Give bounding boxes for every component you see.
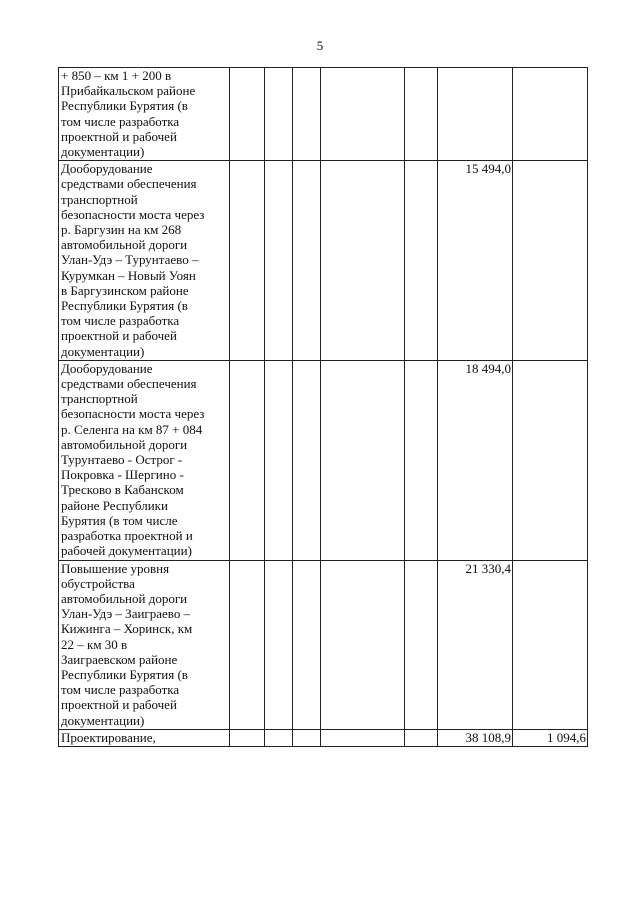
page-number: 5 [316,38,324,53]
row-description: Дооборудование средствами обеспечения транспортной безопасности моста через р. Селенга на км 87 + 084 автомобильной дороги Турунтаево - Острог - Покровка - Шергино - Тресково в Кабанском районе Республики Бурятия (в том числе разработка проектной и рабочей документации) [59,360,230,560]
table-cell [321,161,405,361]
table-cell [513,161,588,361]
table-row [59,68,588,161]
table-cell [321,729,405,746]
table-cell [513,68,588,161]
table-cell [265,68,293,161]
table-cell [265,560,293,729]
table-cell: 21 330,4 [438,560,513,729]
table-cell [265,161,293,361]
table-cell [265,729,293,746]
table-cell [293,729,321,746]
table-cell [230,161,265,361]
table-cell [230,560,265,729]
table-cell [230,360,265,560]
row-description: Дооборудование средствами обеспечения транспортной безопасности моста через р. Баргузин на км 268 автомобильной дороги Улан-Удэ – Турунтаево – Курумкан – Новый Уоян в Баргузинском районе Республики Бурятия (в том числе разработка проектной и рабочей документации) [59,161,230,361]
table-cell [405,360,438,560]
row-description: + 850 – км 1 + 200 в Прибайкальском районе Республики Бурятия (в том числе разработка проектной и рабочей документации) [59,68,230,161]
table-cell [230,729,265,746]
table-cell [293,560,321,729]
table-cell [321,68,405,161]
table-row [59,729,588,746]
table-row [59,360,588,560]
table-row [59,161,588,361]
table-cell [405,161,438,361]
row-description: Повышение уровня обустройства автомобильной дороги Улан-Удэ – Заиграево – Кижинга – Хоринск, км 22 – км 30 в Заиграевском районе Республики Бурятия (в том числе разработка проектной и рабочей документации) [59,560,230,729]
table-cell [513,560,588,729]
table-cell [405,560,438,729]
table-cell: 1 094,6 [513,729,588,746]
table-cell [438,68,513,161]
table-cell [405,68,438,161]
table-cell [293,161,321,361]
table-cell [293,360,321,560]
table-cell [265,360,293,560]
table-cell [293,68,321,161]
table-row [59,560,588,729]
table-cell [321,360,405,560]
table-cell [405,729,438,746]
row-description: Проектирование, [59,729,230,746]
budget-table [58,67,588,747]
table-cell [513,360,588,560]
table-cell: 18 494,0 [438,360,513,560]
table-cell [321,560,405,729]
table-cell: 15 494,0 [438,161,513,361]
table-cell [230,68,265,161]
table-cell: 38 108,9 [438,729,513,746]
